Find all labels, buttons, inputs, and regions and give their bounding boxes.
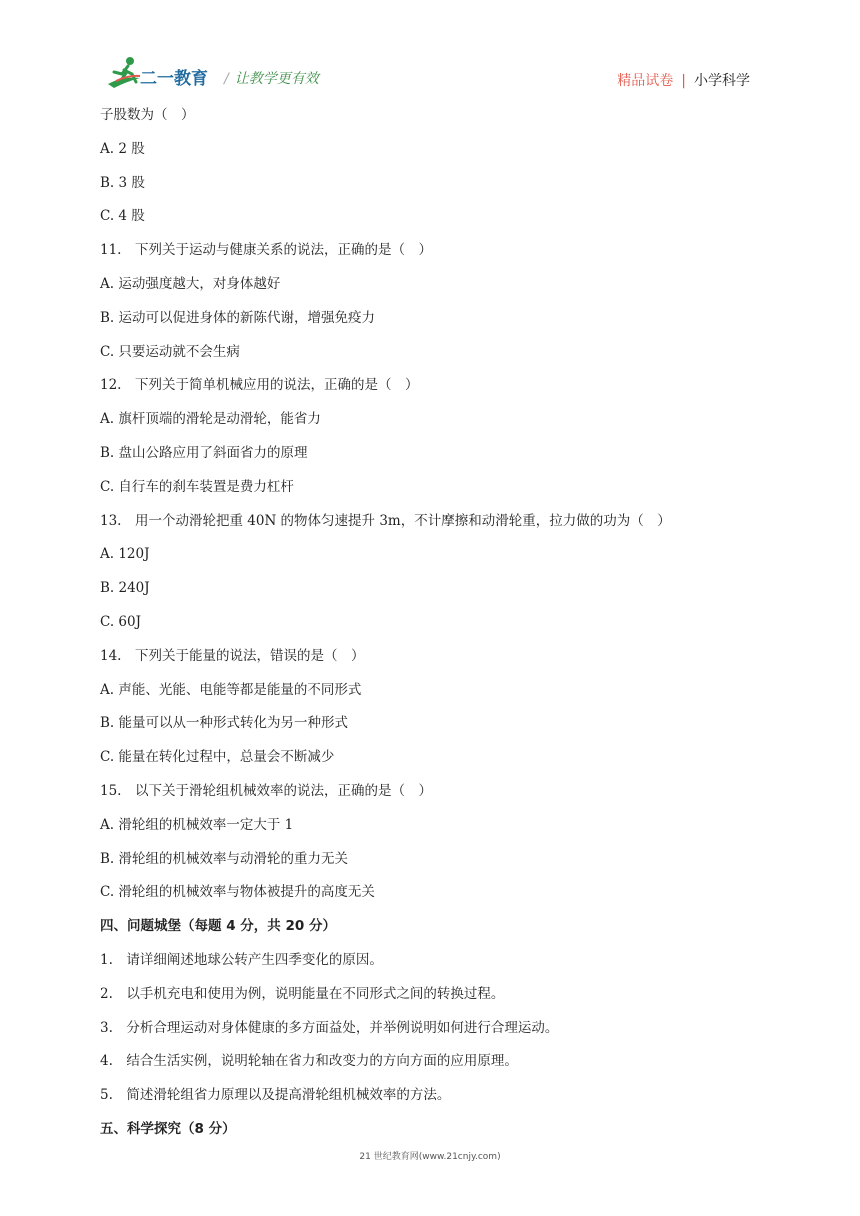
option-line: C. 滑轮组的机械效率与物体被提升的高度无关 (100, 884, 375, 901)
exam-content (100, 99, 760, 1147)
header-subject: 小学科学 (694, 73, 750, 89)
question-line: 15. 以下关于滑轮组机械效率的说法，正确的是（ ） (100, 782, 432, 799)
section-heading: 五、科学探究（8 分） (100, 1120, 236, 1137)
header-separator: | (681, 73, 686, 89)
option-line: C. 4 股 (100, 208, 145, 225)
question-continuation: 子股数为（ ） (100, 107, 195, 123)
option-line: A. 120J (100, 546, 150, 563)
logo-wordmark: 二一教育 (140, 69, 208, 89)
option-line: C. 能量在转化过程中，总量会不断减少 (100, 749, 335, 766)
page-header (0, 0, 860, 100)
option-line: A. 旗杆顶端的滑轮是动滑轮，能省力 (100, 411, 321, 428)
question-line: 13. 用一个动滑轮把重 40N 的物体匀速提升 3m，不计摩擦和动滑轮重，拉力做的功为（ ） (100, 512, 671, 529)
question-line: 3. 分析合理运动对身体健康的多方面益处，并举例说明如何进行合理运动。 (100, 1019, 559, 1036)
option-line: A. 运动强度越大，对身体越好 (100, 275, 281, 292)
question-line: 4. 结合生活实例，说明轮轴在省力和改变力的方向方面的应用原理。 (100, 1053, 518, 1070)
option-line: A. 声能、光能、电能等都是能量的不同形式 (100, 681, 362, 698)
option-line: B. 240J (100, 580, 150, 597)
section-heading: 四、问题城堡（每题 4 分，共 20 分） (100, 918, 336, 935)
option-line: B. 能量可以从一种形式转化为另一种形式 (100, 715, 349, 732)
question-line: 5. 简述滑轮组省力原理以及提高滑轮组机械效率的方法。 (100, 1087, 451, 1104)
option-line: A. 滑轮组的机械效率一定大于 1 (100, 816, 294, 833)
option-line: C. 自行车的刹车装置是费力杠杆 (100, 478, 294, 495)
slogan-text: 让教学更有效 (234, 71, 319, 87)
question-line: 11. 下列关于运动与健康关系的说法，正确的是（ ） (100, 242, 432, 259)
question-line: 12. 下列关于简单机械应用的说法，正确的是（ ） (100, 377, 419, 394)
question-line: 1. 请详细阐述地球公转产生四季变化的原因。 (100, 951, 383, 968)
option-line: C. 60J (100, 613, 142, 630)
option-line: C. 只要运动就不会生病 (100, 343, 240, 360)
header-label: 精品试卷 (617, 73, 674, 89)
page-footer: 21 世纪教育网(www.21cnjy.com) (359, 1152, 501, 1162)
header-label-group (617, 70, 750, 90)
question-line: 14. 下列关于能量的说法，错误的是（ ） (100, 647, 365, 664)
option-line: B. 3 股 (100, 174, 145, 191)
header-slogan: / 让教学更有效 (224, 71, 319, 87)
option-line: B. 滑轮组的机械效率与动滑轮的重力无关 (100, 850, 349, 867)
question-line: 2. 以手机充电和使用为例，说明能量在不同形式之间的转换过程。 (100, 985, 505, 1002)
option-line: B. 运动可以促进身体的新陈代谢，增强免疫力 (100, 309, 376, 326)
option-line: A. 2 股 (100, 140, 145, 157)
option-line: B. 盘山公路应用了斜面省力的原理 (100, 444, 308, 461)
